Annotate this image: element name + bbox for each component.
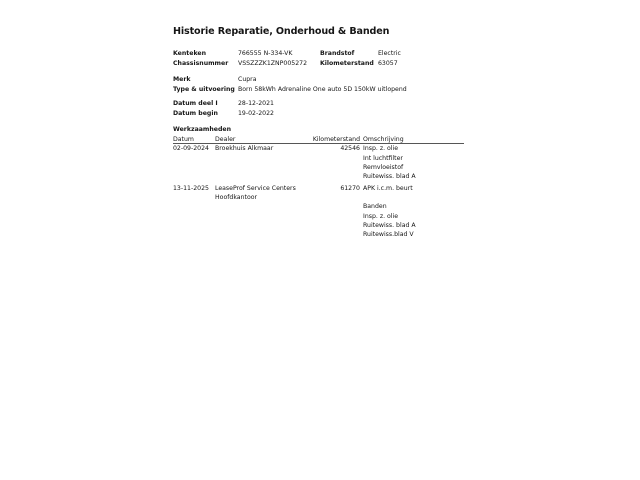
brandstof-label: Brandstof xyxy=(320,49,355,57)
work-omschrijving xyxy=(363,144,416,181)
work-omschrijving-line: Ruitewiss. blad A xyxy=(363,173,416,180)
datum-begin-label: Datum begin xyxy=(173,109,218,117)
datum-deel-value: 28-12-2021 xyxy=(238,100,274,107)
work-omschrijving-line: Banden xyxy=(363,203,387,211)
kenteken-label: Kenteken xyxy=(173,49,206,57)
work-omschrijving-line: Insp. z. olie xyxy=(363,145,399,153)
work-omschrijving-line xyxy=(363,193,416,202)
header-dealer: Dealer xyxy=(215,136,236,143)
datum-begin-value: 19-02-2022 xyxy=(238,109,274,117)
chassisnummer-label: Chassisnummer xyxy=(173,59,229,67)
work-dealer-line: LeaseProf Service Centers xyxy=(215,185,296,192)
work-omschrijving-line: Int luchtfilter xyxy=(363,154,403,162)
work-omschrijving-line: Remvloeistof xyxy=(363,163,404,171)
work-kilometerstand: 42546 xyxy=(340,145,360,153)
werkzaamheden-section-title: Werkzaamheden xyxy=(173,126,231,133)
type-uitvoering-label: Type & uitvoering xyxy=(173,85,235,93)
kilometerstand-label: Kilometerstand xyxy=(320,59,374,67)
work-omschrijving-line: APK i.c.m. beurt xyxy=(363,185,413,192)
work-omschrijving xyxy=(363,184,416,239)
work-kilometerstand: 61270 xyxy=(340,185,360,192)
work-dealer-line: Hoofdkantoor xyxy=(215,194,258,202)
kilometerstand-value: 63057 xyxy=(378,59,398,67)
work-datum: 02-09-2024 xyxy=(173,145,209,153)
work-dealer-line: Broekhuis Alkmaar xyxy=(215,145,274,153)
header-omschrijving: Omschrijving xyxy=(363,136,404,143)
header-datum: Datum xyxy=(173,136,194,143)
page-title: Historie Reparatie, Onderhoud & Banden xyxy=(173,26,390,37)
header-kilometerstand: Kilometerstand xyxy=(312,136,360,143)
work-datum: 13-11-2025 xyxy=(173,185,209,192)
brandstof-value: Electric xyxy=(378,49,401,57)
kenteken-value: 766555 N-334-VK xyxy=(238,49,293,57)
datum-deel-label: Datum deel I xyxy=(173,100,218,107)
work-dealer xyxy=(215,144,273,153)
work-omschrijving-line: Ruitewiss. blad A xyxy=(363,221,416,229)
merk-label: Merk xyxy=(173,76,191,83)
chassisnummer-value: VSSZZZK1ZNP005272 xyxy=(238,59,308,67)
merk-value: Cupra xyxy=(238,76,257,83)
work-omschrijving-line: Ruitewiss.blad V xyxy=(363,231,414,238)
type-uitvoering-value: Born 58kWh Adrenaline One auto 5D 150kW uitlopend xyxy=(238,85,407,93)
work-omschrijving-line: Insp. z. olie xyxy=(363,212,399,220)
